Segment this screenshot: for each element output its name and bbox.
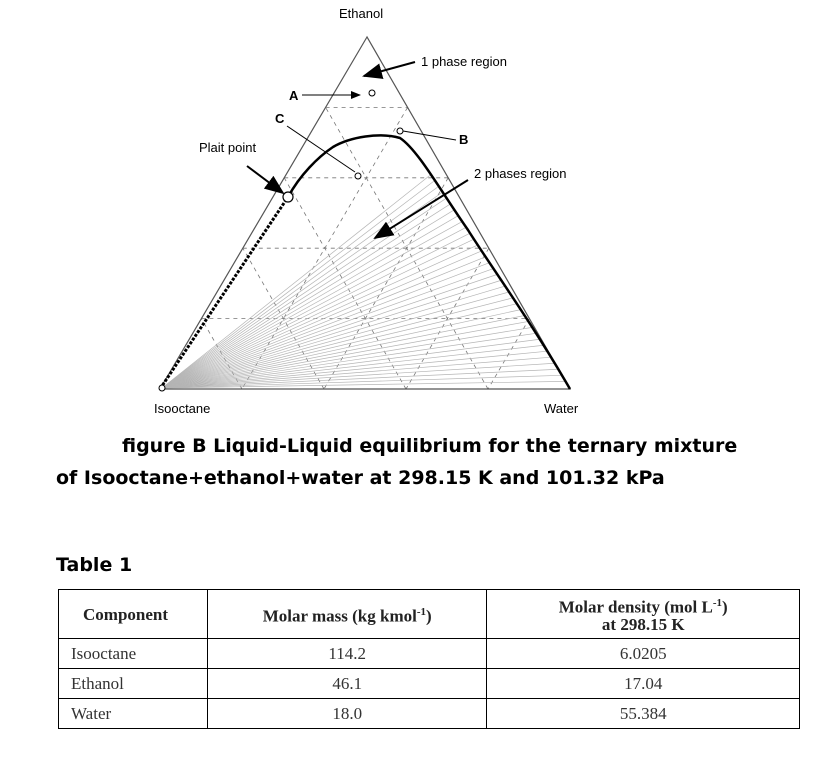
isooctane-label: Isooctane xyxy=(154,401,211,416)
arrow-plait-point xyxy=(247,166,283,193)
point-c-marker xyxy=(355,173,361,179)
cell-component: Isooctane xyxy=(59,639,208,669)
tie-line xyxy=(162,233,470,388)
point-a-marker xyxy=(369,90,375,96)
cell-molar-mass: 114.2 xyxy=(207,639,487,669)
tie-line xyxy=(162,333,536,388)
cell-density: 6.0205 xyxy=(487,639,800,669)
cell-density: 55.384 xyxy=(487,699,800,729)
table-row xyxy=(59,669,800,699)
cell-component: Ethanol xyxy=(59,669,208,699)
arrow-c xyxy=(287,126,355,172)
header-molar-density: Molar density (mol $L^{-1}$) at 298.15 K xyxy=(487,590,800,639)
label-b: B xyxy=(459,132,469,147)
tie-line xyxy=(162,263,489,388)
table-row xyxy=(59,699,800,729)
header-component: Component xyxy=(59,590,208,639)
label-c: C xyxy=(275,111,285,126)
point-b-marker xyxy=(397,128,403,134)
table-header-row xyxy=(59,590,800,639)
properties-table xyxy=(58,589,800,729)
tie-line xyxy=(162,239,474,388)
figure-caption: figure B Liquid-Liquid equilibrium for the ternary mixture of Isooctane+ethanol+water at 298.15 K and 101.32 kPa xyxy=(56,435,738,489)
tie-lines xyxy=(162,175,566,388)
cell-density: 17.04 xyxy=(487,669,800,699)
arrow-one-phase xyxy=(364,62,415,76)
two-phases-label: 2 phases region xyxy=(474,166,567,181)
plait-point-label: Plait point xyxy=(199,140,257,155)
ethanol-label: Ethanol xyxy=(339,6,384,21)
tie-line xyxy=(162,222,462,388)
header-molar-mass: Molar mass (kg kmol$^{-1}$) xyxy=(207,590,487,639)
isooctane-vertex-marker xyxy=(159,385,165,391)
tie-line xyxy=(162,298,513,388)
label-a: A xyxy=(289,88,299,103)
cell-molar-mass: 46.1 xyxy=(207,669,487,699)
one-phase-label: 1 phase region xyxy=(421,54,508,69)
tie-line xyxy=(162,180,435,388)
table-title: Table 1 xyxy=(56,554,133,576)
water-label: Water xyxy=(544,401,579,416)
plait-point-marker xyxy=(283,192,293,202)
cell-component: Water xyxy=(59,699,208,729)
arrow-b xyxy=(403,131,456,140)
cell-molar-mass: 18.0 xyxy=(207,699,487,729)
table-row xyxy=(59,639,800,669)
tie-line xyxy=(162,216,458,388)
